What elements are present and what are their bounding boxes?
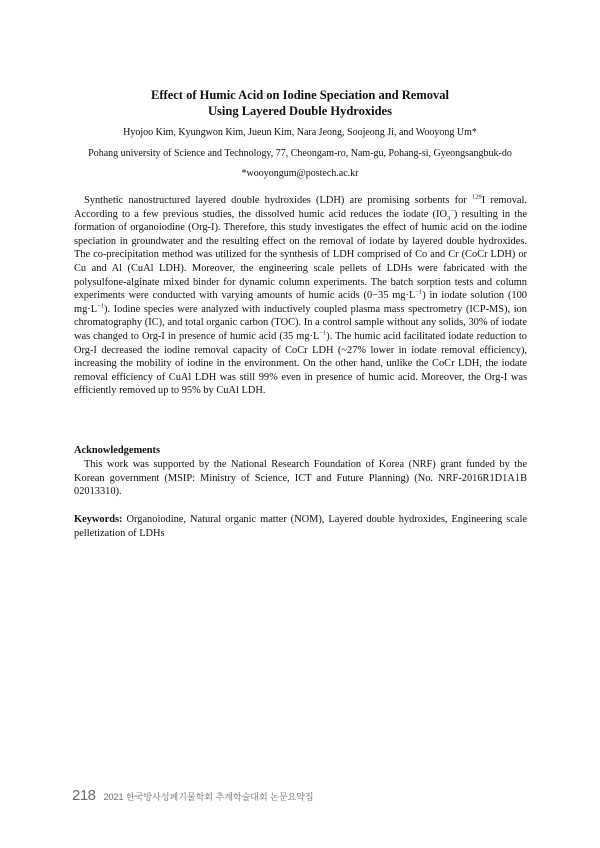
isotope-superscript: 129 (471, 193, 482, 201)
unit-superscript-1: −1 (415, 288, 423, 296)
title-line-1: Effect of Humic Acid on Iodine Speciation and Removal (151, 88, 449, 102)
abstract-text-3: ) resulting in the formation of organoiodine (Org-I). Therefore, this study investigates the effect of humic acid on the iodine speciation in groundwater and the resulting effect on the removal of iodate by layered double hydroxides. The co-precipitation method was utilized for the synthesis of LDH comprised of Co and Cr (CoCr LDH) or Cu and Al (CuAl LDH). Moreover, the engineering scale pellets of LDHs were fabricated with the polysulfone-alginate mixed binder for dynamic column experiments. The batch sorption tests and column experiments were conducted with varying amounts of humic acids (0−35 mg·L (74, 208, 527, 302)
acknowledgements-text: This work was supported by the National Research Foundation of Korea (NRF) grant funded by the Korean government (MSIP: Ministry of Science, ICT and Future Planning) (No. NRF-2016R1D1A1B 02013310). (74, 459, 527, 498)
abstract-text-6: ). The humic acid facilitated iodate reduction to Org-I decreased the iodine removal capacity of CoCr LDH (~27% lower in iodate removal efficiency), increasing the mobility of iodine in the environment. On the other hand, unlike the CoCr LDH, the iodate removal efficiency of CuAl LDH was still 99% even in presence of humic acid. Moreover, the Org-I was efficiently removed up to 95% by CuAl LDH. (74, 330, 527, 397)
abstract-text-2: I removal. According to a few previous studies, the dissolved humic acid reduces the iodate (IO (74, 195, 527, 220)
abstract-text-1: Synthetic nanostructured layered double hydroxides (LDH) are promising sorbents for (84, 195, 472, 206)
paper-title (60, 87, 540, 119)
page-number: 218 (72, 787, 96, 804)
proceedings-title: 2021 한국방사성폐기물학회 추계학술대회 논문요약집 (103, 792, 314, 802)
acknowledgements-heading: Acknowledgements (74, 445, 161, 456)
author-list: Hyojoo Kim, Kyungwon Kim, Jueun Kim, Nara Jeong, Soojeong Ji, and Wooyong Um* (123, 127, 477, 138)
corresponding-email: *wooyongum@postech.ac.kr (241, 168, 359, 179)
unit-superscript-3: −1 (319, 329, 327, 337)
unit-superscript-2: −1 (97, 302, 105, 310)
affiliation: Pohang university of Science and Technology, 77, Cheongam-ro, Nam-gu, Pohang-si, Gyeongsangbuk-do (88, 148, 512, 159)
keywords (74, 513, 527, 540)
abstract-body (74, 194, 527, 398)
keywords-text: Organoiodine, Natural organic matter (NOM), Layered double hydroxides, Engineering scale pelletization of LDHs (74, 514, 527, 539)
abstract-text-5: ). Iodine species were analyzed with inductively coupled plasma mass spectrometry (ICP-MS), ion chromatography (IC), and total organic carbon (TOC). In a control sample without any solids, 30% of iodate was changed to Org-I in presence of humic acid (35 mg·L (74, 303, 527, 342)
abstract-text-4: ) in iodate solution (100 mg·L (74, 290, 527, 315)
iodate-charge: − (450, 207, 454, 215)
keywords-label: Keywords: (74, 514, 123, 525)
title-line-2: Using Layered Double Hydroxides (208, 104, 392, 118)
page-footer (72, 787, 314, 805)
iodate-subscript: 3 (446, 214, 451, 222)
